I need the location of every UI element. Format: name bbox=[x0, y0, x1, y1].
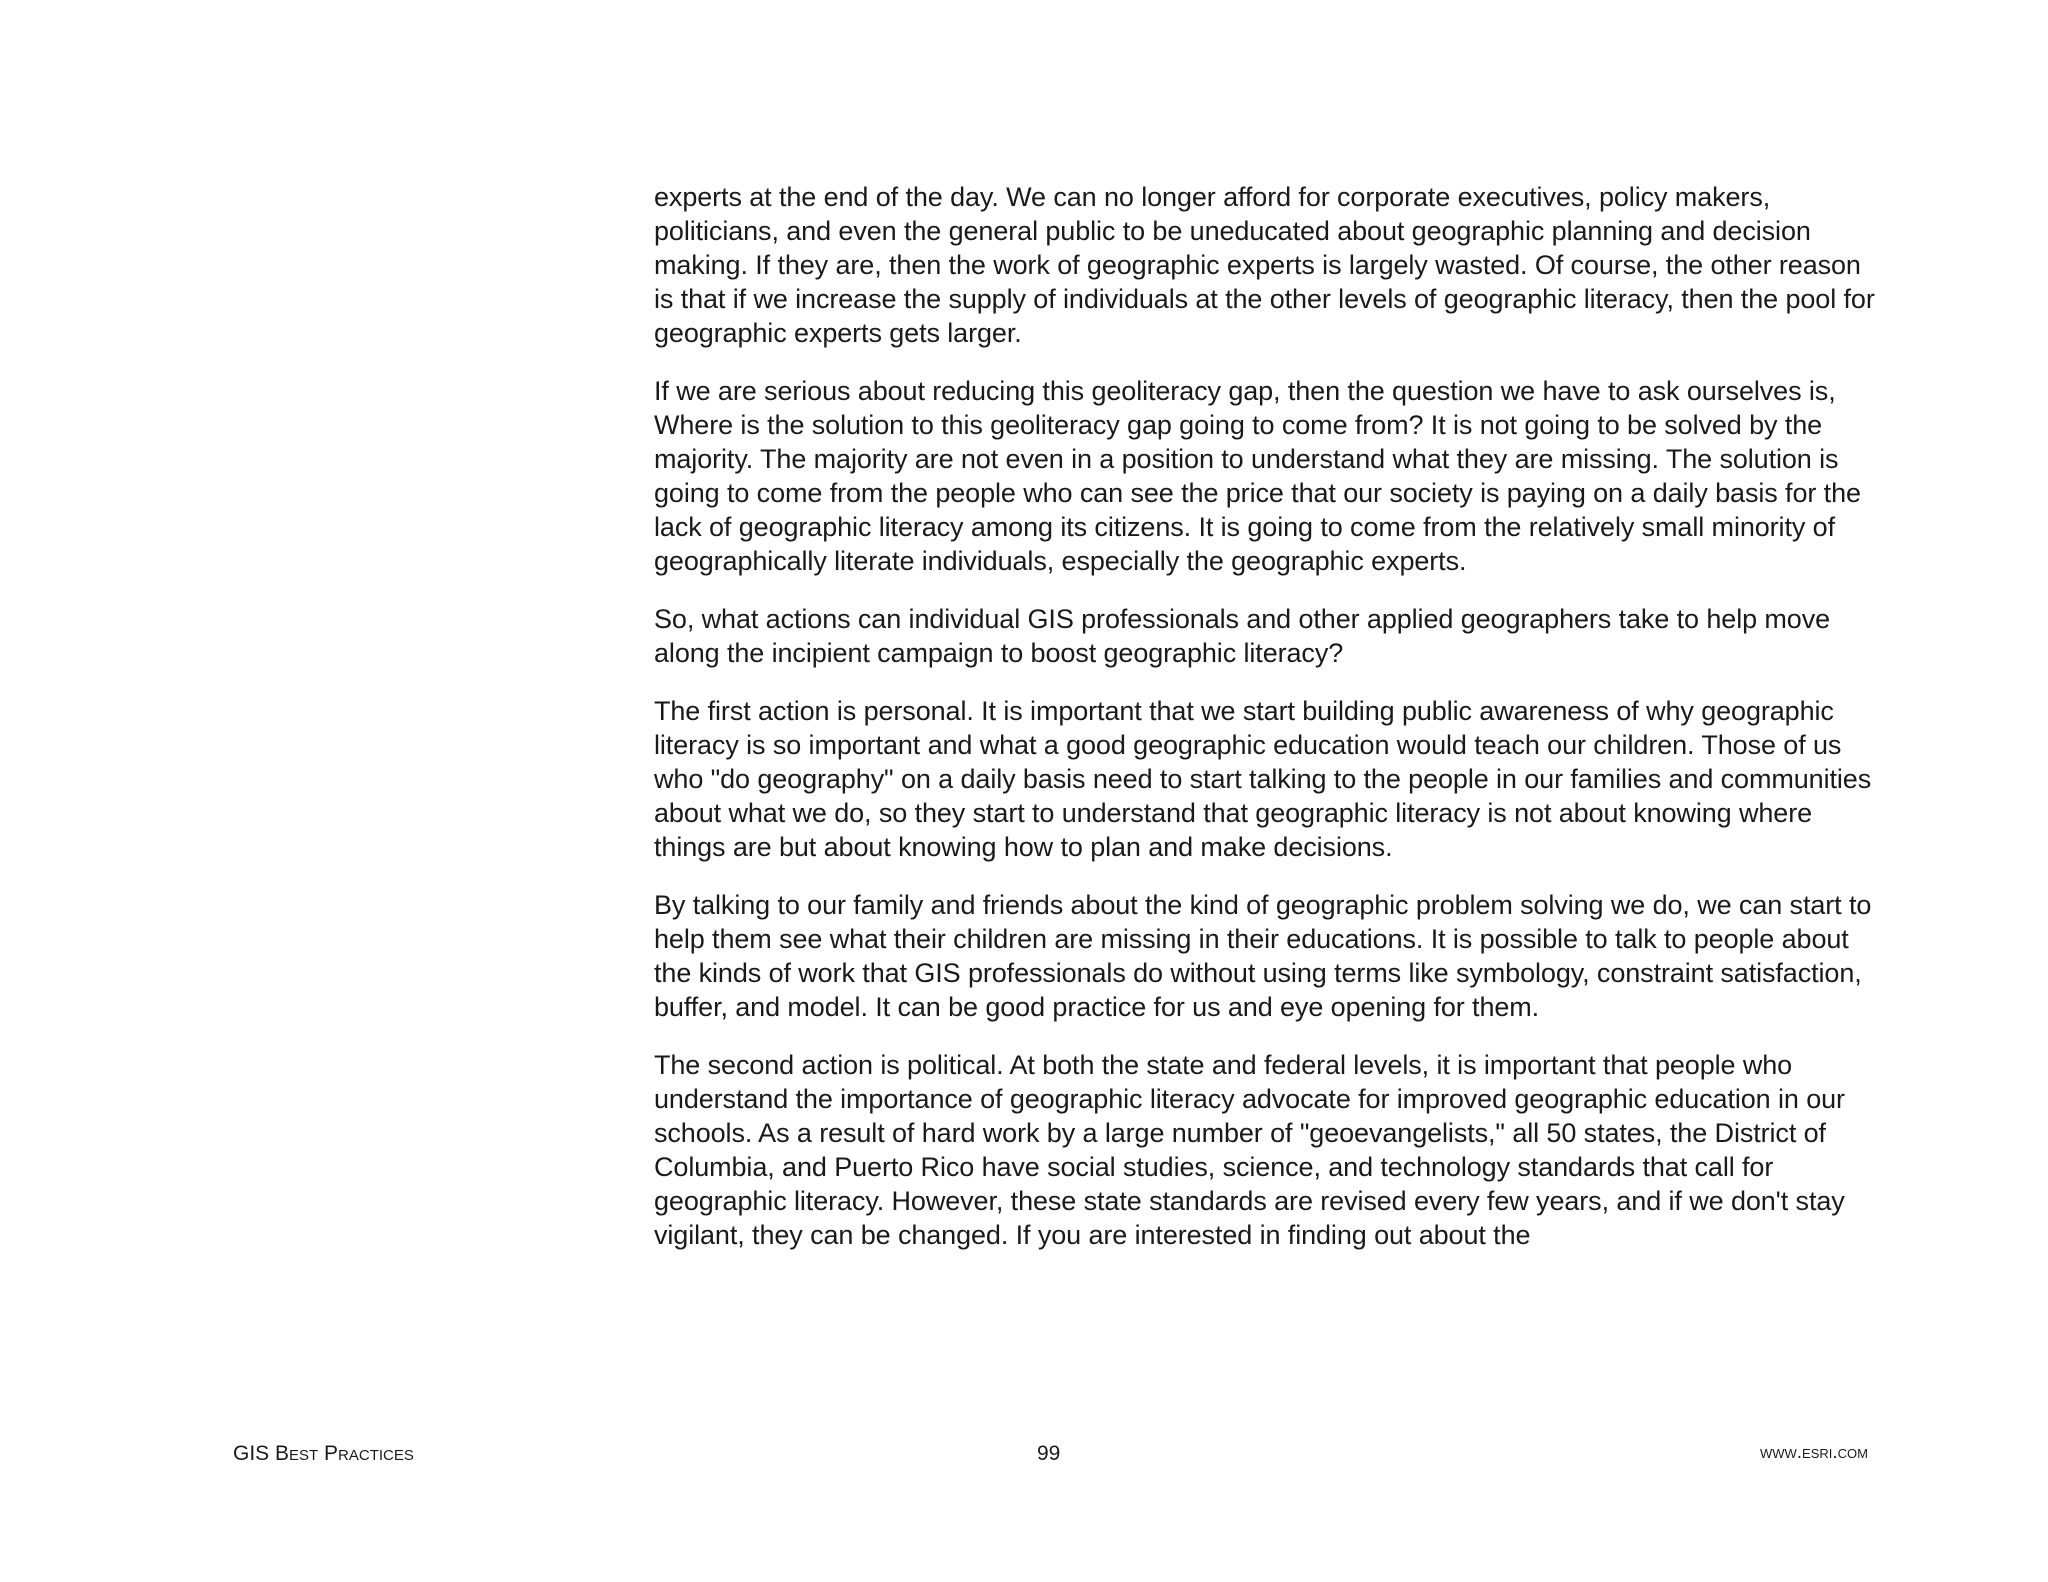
page-number: 99 bbox=[1037, 1442, 1061, 1465]
paragraph: If we are serious about reducing this geoliteracy gap, then the question we have to ask ourselves is, Where is the solution to this geoliteracy gap going to come from? It is not going to be solved by the majority. The majority are not even in a position to understand what they are missing. The solution is going to come from the people who can see the price that our society is paying on a daily basis for the lack of geographic literacy among its citizens. It is going to come from the relatively small minority of geographically literate individuals, especially the geographic experts. bbox=[654, 376, 1861, 576]
paragraph: The first action is personal. It is important that we start building public awareness of why geographic literacy is so important and what a good geographic education would teach our children. Those of us who "do geography" on a daily basis need to start talking to the people in our families and communities about what we do, so they start to understand that geographic literacy is not about knowing where things are but about knowing how to plan and make decisions. bbox=[654, 696, 1872, 862]
body-text bbox=[654, 180, 1879, 1276]
footer-book-title: GIS Best Practices bbox=[233, 1442, 414, 1465]
paragraph: The second action is political. At both the state and federal levels, it is important that people who understand the importance of geographic literacy advocate for improved geographic education in our schools. As a result of hard work by a large number of "geoevangelists," all 50 states, the District of Columbia, and Puerto Rico have social studies, science, and technology standards that call for geographic literacy. However, these state standards are revised every few years, and if we don't stay vigilant, they can be changed. If you are interested in finding out about the bbox=[654, 1050, 1845, 1250]
paragraph: experts at the end of the day. We can no longer afford for corporate executives, policy makers, politicians, and even the general public to be uneducated about geographic planning and decision making. If they are, then the work of geographic experts is largely wasted. Of course, the other reason is that if we increase the supply of individuals at the other levels of geographic literacy, then the pool for geographic experts gets larger. bbox=[654, 182, 1875, 348]
paragraph: By talking to our family and friends about the kind of geographic problem solving we do, we can start to help them see what their children are missing in their educations. It is possible to talk to people about the kinds of work that GIS professionals do without using terms like symbology, constraint satisfaction, buffer, and model. It can be good practice for us and eye opening for them. bbox=[654, 890, 1872, 1022]
paragraph: So, what actions can individual GIS professionals and other applied geographers take to help move along the incipient campaign to boost geographic literacy? bbox=[654, 604, 1831, 668]
footer-website: www.esri.com bbox=[1759, 1442, 1868, 1463]
page-footer bbox=[0, 1442, 2048, 1472]
